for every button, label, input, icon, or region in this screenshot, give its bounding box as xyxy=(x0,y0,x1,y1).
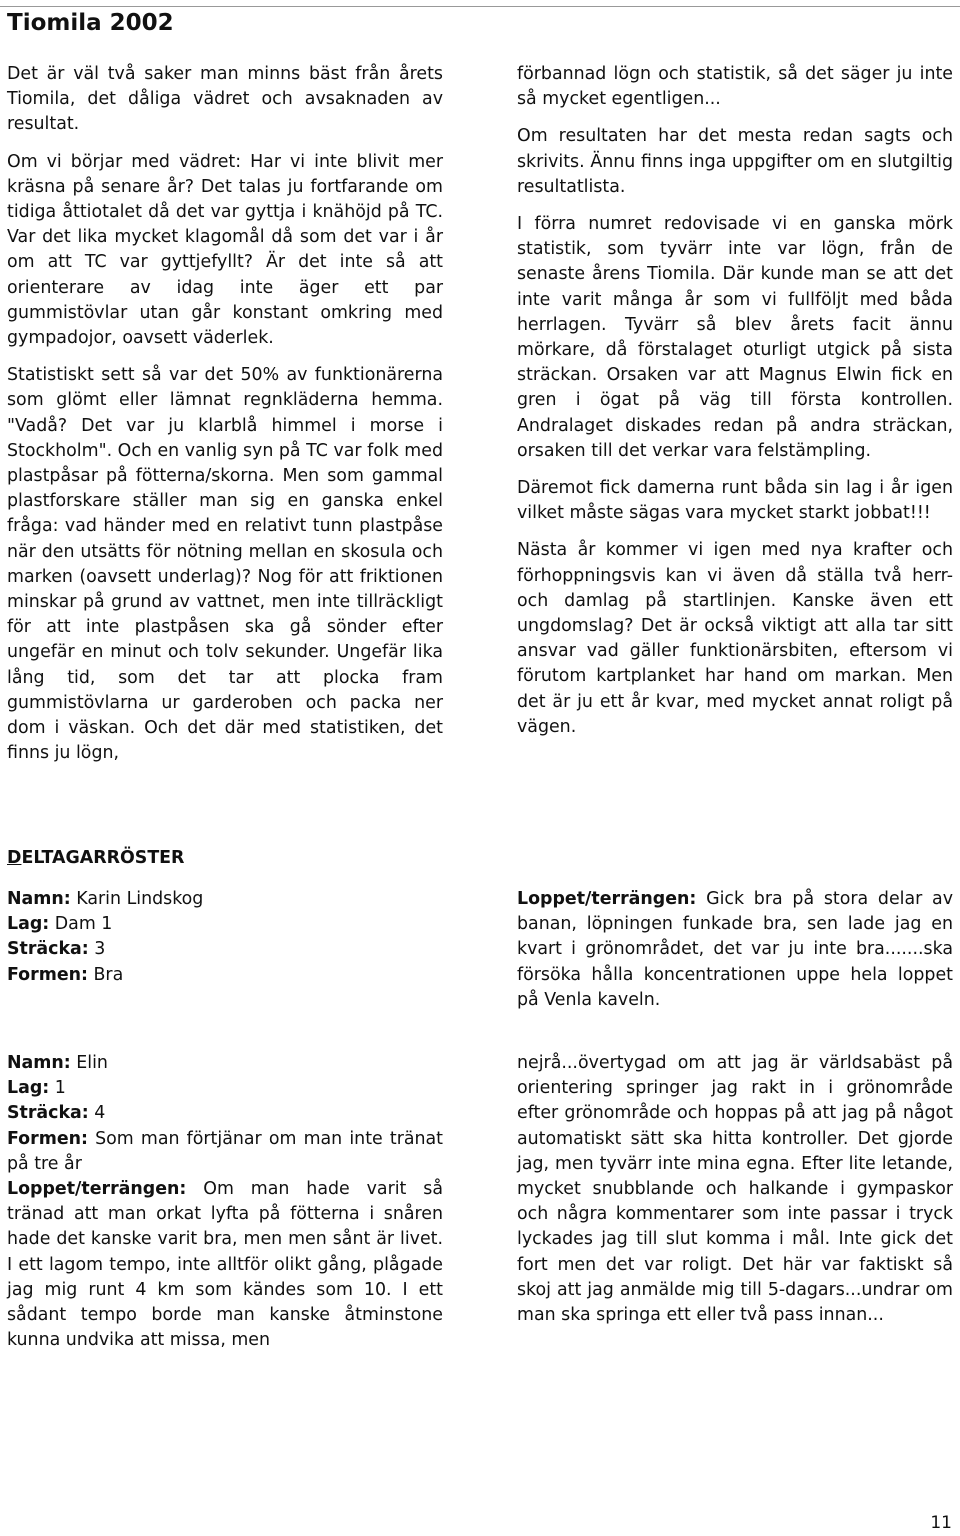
article-paragraph: förbannad lögn och statistik, så det säger ju inte så mycket egentligen... xyxy=(517,64,953,110)
article-paragraph: Det är väl två saker man minns bäst från årets Tiomila, det dåliga vädret och avsaknaden av resultat. xyxy=(7,64,443,135)
elin-formen-row xyxy=(7,1127,443,1177)
karin-stracka-row xyxy=(7,937,443,962)
stracka-value: 4 xyxy=(94,1103,106,1124)
karin-lag-row xyxy=(7,912,443,937)
elin-info xyxy=(7,1051,443,1353)
loppet-value: Om man hade varit så tränad att man orkat lyfta på fötterna i snåren hade det kanske varit bra, men men sånt är livet. I ett lagom tempo, inte alltför olikt gång, plågade jag mig runt 4 km som kändes som 10. I ett sådant tempo borde man kanske åtminstone kunna undvika att missa, men xyxy=(7,1179,443,1351)
formen-value: Bra xyxy=(93,964,124,985)
formen-label: Formen: xyxy=(7,964,88,985)
article-paragraph: I förra numret redovisade vi en ganska mörk statistik, som tyvärr inte var lögn, från de senaste årens Tiomila. Där kunde man se att det inte varit många år som vi fullföljt med båda herrlagen. Tyvärr så blev årets facit ännu mörkare, då förstalaget oturligt utgick på sista sträckan. Orsaken var att Magnus Elwin fick en gren i ögat på väg till första kontrollen. Andralaget diskades redan på andra sträckan, orsaken till det verkar vara felstämpling. xyxy=(517,214,953,461)
article-paragraph: Däremot fick damerna runt båda sin lag i år igen vilket måste sägas vara mycket starkt jobbat!!! xyxy=(517,478,953,524)
page-title: Tiomila 2002 xyxy=(7,10,174,36)
lag-value: 1 xyxy=(54,1078,66,1099)
article-paragraph: Om vi börjar med vädret: Har vi inte blivit mer kräsna på senare år? Det talas ju fortfarande om tidiga åttiotalet då det var gyttja i knähöjd på TC. Var det lika mycket klagomål då som det var i år om att TC var gyttjefyllt? Är det inte så att orienterare av idag inte äger ett par gummistövlar utan går konstant omkring med gympadojor, oavsett väderlek. xyxy=(7,151,443,349)
section-heading xyxy=(7,846,184,871)
namn-label: Namn: xyxy=(7,1053,71,1073)
elin-loppet-row xyxy=(7,1177,443,1353)
article-right-column xyxy=(517,62,953,752)
article-paragraph: Statistiskt sett så var det 50% av funktionärerna som glömt eller lämnat regnkläderna hemma. "Vadå? Det var ju klarblå himmel i morse i Stockholm". Och en vanlig syn på TC var folk med plastpåsar på fötterna/skorna. Men som gammal plastforskare ställer man sig en ganska enkel fråga: vad händer med en relativt tunn plastpåse när den utsätts för nötning mellan en skosula och marken (oavsett underlag)? Nog för att friktionen minskar på grund av vattnet, men inte tillräckligt för att inte plastpåsen ska gå sönder efter ungefär en minut och tolv sekunder. Ungefär lika lång tid, som det tar att plocka fram gummistövlarna ur garderoben och packa ner dom i väskan. Och det där med statistiken, det finns ju lögn, xyxy=(7,365,443,764)
karin-namn-row xyxy=(7,887,443,912)
stracka-label: Sträcka: xyxy=(7,939,89,960)
namn-label: Namn: xyxy=(7,889,71,909)
loppet-value: Gick bra på stora delar av banan, löpningen funkade bra, sen lade jag en kvart i grönområdet, det var ju inte bra.......ska försöka hålla koncentrationen uppe hela loppet på Venla kaveln. xyxy=(517,889,954,1010)
loppet-label: Loppet/terrängen: xyxy=(517,889,697,909)
formen-label: Formen: xyxy=(7,1128,88,1149)
elin-lag-row xyxy=(7,1076,443,1101)
lag-value: Dam 1 xyxy=(54,914,113,935)
elin-loppet-continued xyxy=(517,1051,953,1328)
stracka-value: 3 xyxy=(94,939,106,960)
section-heading-rest: ELTAGARRÖSTER xyxy=(21,848,185,868)
karin-loppet xyxy=(517,887,953,1013)
loppet-continued: nejrå...övertygad om att jag är världsabäst på orientering springer jag rakt in i grönområde efter grönområde och hoppas på att jag på något automatiskt sätt ska hitta kontroller. Det gjorde jag, men tyvärr inte mina egna. Efter lite letande, mycket snubblande och halkande i gympaskor och några kommentarer som inte passar i tryck lyckades jag till slut komma i mål. Inte gick det fort men det var roligt. Det här var faktiskt så skoj att jag anmälde mig till 5-dagars...undrar om man ska springa ett eller två pass innan... xyxy=(517,1053,953,1326)
namn-value: Karin Lindskog xyxy=(76,889,204,909)
loppet-label: Loppet/terrängen: xyxy=(7,1179,187,1200)
article-paragraph: Om resultaten har det mesta redan sagts och skrivits. Ännu finns inga uppgifter om en slutgiltig resultatlista. xyxy=(517,126,953,197)
karin-info xyxy=(7,887,443,988)
elin-stracka-row xyxy=(7,1101,443,1126)
lag-label: Lag: xyxy=(7,1078,50,1099)
page-number: 11 xyxy=(930,1513,952,1533)
article-paragraph: Nästa år kommer vi igen med nya krafter och förhoppningsvis kan vi även då ställa två herr- och damlag på startlinjen. Kanske även ett ungdomslag? Det är också viktigt att alla tar sitt ansvar vad gäller funktionärsbiten, eftersom vi förutom kartplanket har hand om markan. Men det är ju ett år kvar, med mycket annat roligt på vägen. xyxy=(517,540,953,737)
elin-namn-row xyxy=(7,1051,443,1076)
section-heading-initial: D xyxy=(7,848,22,868)
article-left-column xyxy=(7,62,443,778)
namn-value: Elin xyxy=(76,1053,108,1073)
lag-label: Lag: xyxy=(7,914,50,935)
formen-value: Som man förtjänar om man inte tränat på tre år xyxy=(7,1128,443,1174)
karin-formen-row xyxy=(7,963,443,988)
stracka-label: Sträcka: xyxy=(7,1103,89,1124)
